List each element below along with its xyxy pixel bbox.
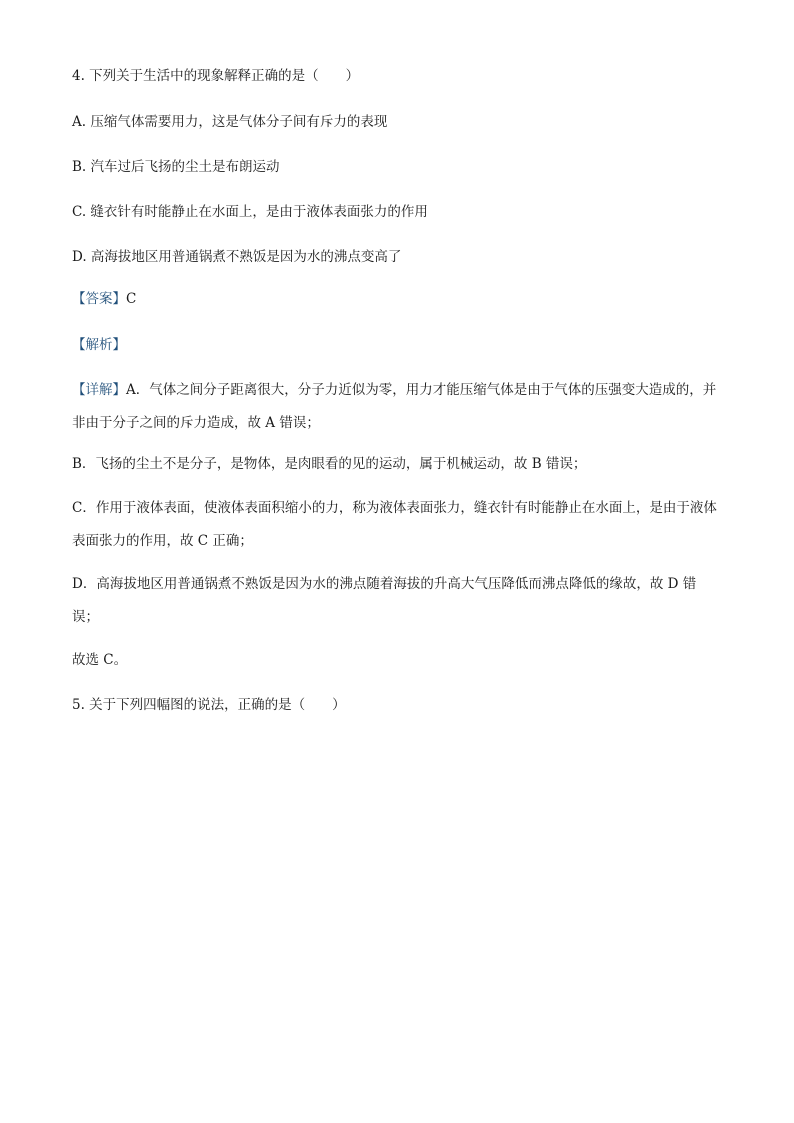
analysis-label: 【解析】 bbox=[72, 337, 126, 353]
question-4-option-c: C. 缝衣针有时能静止在水面上，是由于液体表面张力的作用 bbox=[72, 204, 428, 220]
question-5-stem: 5. 关于下列四幅图的说法，正确的是（ ） bbox=[72, 697, 346, 713]
conclusion: 故选 C。 bbox=[72, 652, 128, 668]
detail-tag: 【详解】 bbox=[72, 382, 126, 398]
analysis-tag bbox=[72, 336, 126, 354]
answer-line bbox=[72, 290, 136, 308]
answer-tag: 【答案】 bbox=[72, 291, 126, 307]
detail-paragraph-d: D．高海拔地区用普通锅煮不熟饭是因为水的沸点随着海拔的升高大气压降低而沸点降低的缘故，故 D 错误； bbox=[72, 576, 697, 625]
answer-value: C bbox=[126, 291, 137, 307]
detail-paragraph-c: C．作用于液体表面，使液体表面积缩小的力，称为液体表面张力，缝衣针有时能静止在水面上，是由于液体表面张力的作用，故 C 正确； bbox=[72, 500, 717, 549]
detail-paragraph-b: B．飞扬的尘土不是分子，是物体，是肉眼看的见的运动，属于机械运动，故 B 错误； bbox=[72, 456, 587, 472]
question-4-stem: 4. 下列关于生活中的现象解释正确的是（ ） bbox=[72, 68, 360, 84]
detail-a-text: A．气体之间分子距离很大，分子力近似为零，用力才能压缩气体是由于气体的压强变大造成的，并非由于分子之间的斥力造成，故 A 错误； bbox=[72, 382, 717, 431]
question-4-option-b: B. 汽车过后飞扬的尘土是布朗运动 bbox=[72, 159, 280, 175]
question-4-option-d: D. 高海拔地区用普通锅煮不熟饭是因为水的沸点变高了 bbox=[72, 249, 402, 265]
question-4-option-a: A. 压缩气体需要用力，这是气体分子间有斥力的表现 bbox=[72, 114, 388, 130]
detail-paragraph-a bbox=[72, 374, 722, 440]
